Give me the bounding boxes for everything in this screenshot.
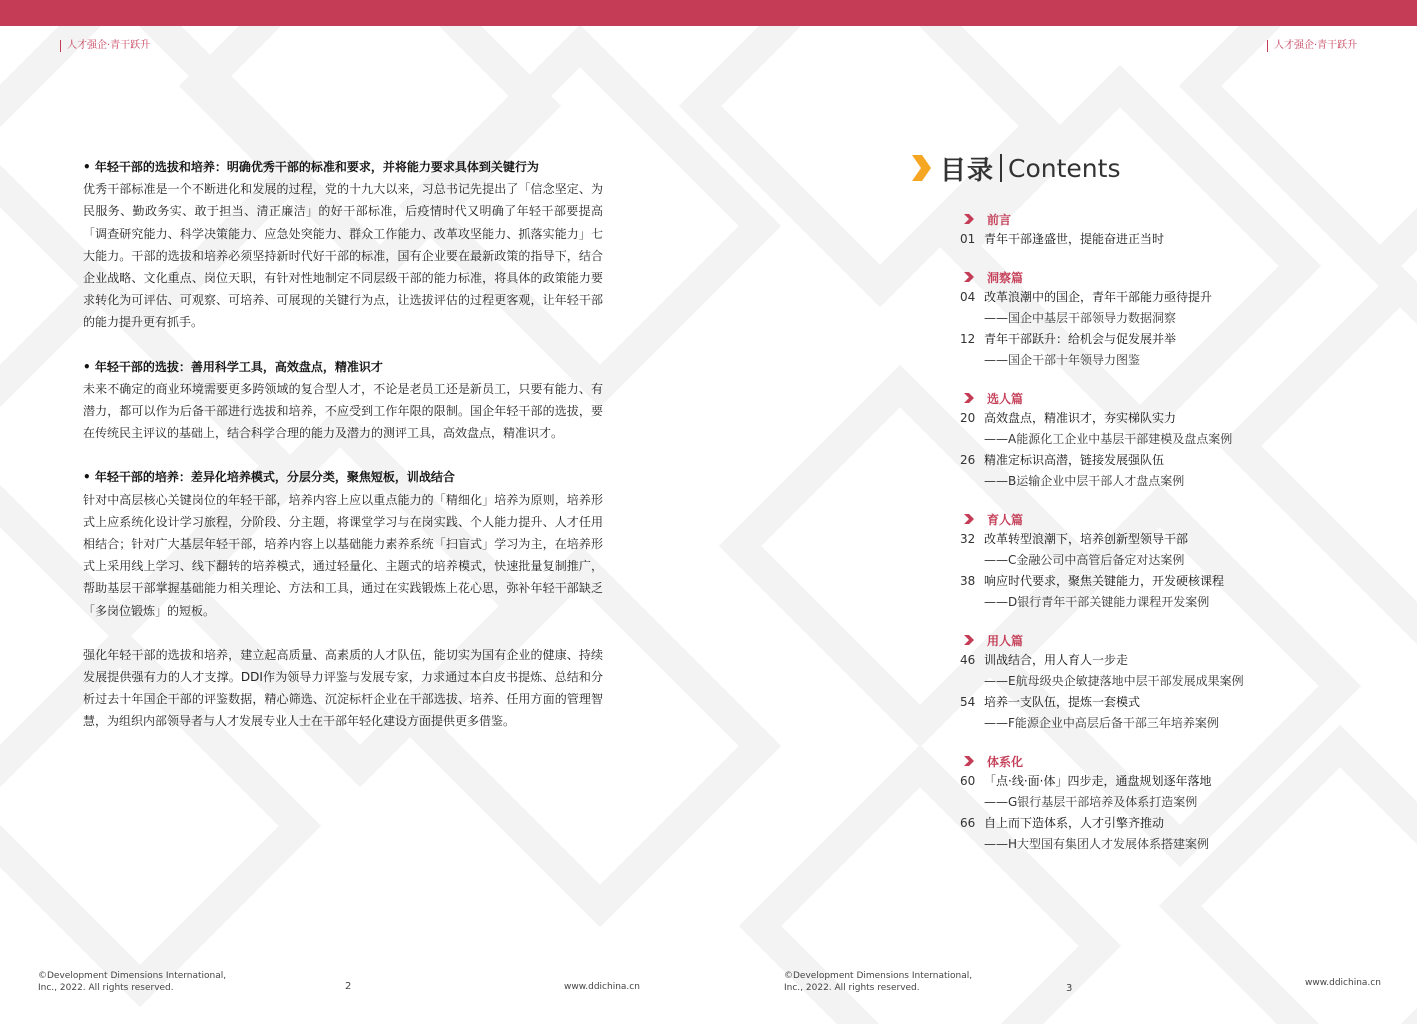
table-of-contents bbox=[960, 209, 1280, 872]
toc-entry[interactable] bbox=[960, 329, 1280, 350]
section-heading: • 年轻干部的选拔：善用科学工具，高效盘点，精准识才 bbox=[83, 359, 383, 374]
toc-entry-page: 04 bbox=[960, 290, 976, 304]
toc-entry-subtitle: ——国企中基层干部领导力数据洞察 bbox=[984, 311, 1177, 325]
chevron-logo-icon bbox=[910, 153, 932, 183]
toc-entry-subtitle: ——C金融公司中高管后备定对达案例 bbox=[984, 553, 1185, 567]
toc-section-label: 前言 bbox=[987, 212, 1012, 227]
toc-entry-subtitle: ——F能源企业中高层后备干部三年培养案例 bbox=[984, 716, 1219, 730]
toc-section-header bbox=[963, 509, 1280, 529]
toc-entry-title: 训战结合，用人育人一步走 bbox=[984, 653, 1129, 667]
chevron-right-icon bbox=[963, 271, 975, 283]
section-heading: • 年轻干部的选拔和培养：明确优秀干部的标准和要求，并将能力要求具体到关键行为 bbox=[83, 160, 539, 174]
toc-entry-page: 20 bbox=[960, 411, 976, 425]
toc-entry-title: 改革转型浪潮下，培养创新型领导干部 bbox=[984, 532, 1189, 546]
toc-section-label: 洞察篇 bbox=[987, 270, 1024, 285]
chevron-right-icon bbox=[963, 392, 975, 404]
chevron-right-icon bbox=[963, 213, 975, 225]
toc-section bbox=[960, 509, 1280, 613]
section-paragraph: 针对中高层核心关键岗位的年轻干部，培养内容上应以重点能力的「精细化」培养为原则，培养形式上应系统化设计学习旅程，分阶段、分主题，将课堂学习与在岗实践、个人能力提升、人才任用相结合；针对广大基层年轻干部，培养内容上以基础能力素养系统「扫盲式」学习为主，在培养形式上采用线上学习、线下翻转的培养模式，通过轻量化、主题式的培养模式，快速批量复制推广，帮助基层干部掌握基础能力相关理论、方法和工具，通过在实践锻炼上花心思，弥补年轻干部缺乏「多岗位锻炼」的短板。 bbox=[83, 492, 603, 618]
toc-entry[interactable] bbox=[960, 571, 1280, 592]
toc-entry[interactable] bbox=[960, 813, 1280, 834]
toc-entry-title: 青年干部逢盛世，提能奋进正当时 bbox=[984, 232, 1165, 246]
copyright-line: Inc., 2022. All rights reserved. bbox=[784, 983, 920, 993]
toc-entry-page: 26 bbox=[960, 453, 976, 467]
toc-section bbox=[960, 630, 1280, 734]
page-number-left: 2 bbox=[345, 981, 352, 992]
toc-entry-page: 60 bbox=[960, 774, 976, 788]
page-number-right: 3 bbox=[1066, 983, 1073, 994]
toc-entry-subtitle: ——D银行青年干部关键能力课程开发案例 bbox=[984, 595, 1210, 609]
toc-section-label: 用人篇 bbox=[987, 633, 1024, 648]
footer-url-left[interactable]: www.ddichina.cn bbox=[564, 982, 640, 992]
toc-entry-page: 32 bbox=[960, 532, 976, 546]
header-tagline-right: 人才强企·青干跃升 bbox=[1267, 40, 1357, 52]
section-paragraph: 未来不确定的商业环境需要更多跨领域的复合型人才，不论是老员工还是新员工，只要有能力、有潜力，都可以作为后备干部进行选拔和培养，不应受到工作年限的限制。国企年轻干部的选拔，要在传统民主评议的基础上，结合科学合理的能力及潜力的测评工具，高效盘点，精准识才。 bbox=[83, 381, 603, 441]
toc-entry-subtitle: ——H大型国有集团人才发展体系搭建案例 bbox=[984, 837, 1210, 851]
toc-entry[interactable] bbox=[960, 287, 1280, 308]
toc-entry-title: 「点·线·面·体」四步走，通盘规划逐年落地 bbox=[984, 774, 1212, 788]
chevron-right-icon bbox=[963, 513, 975, 525]
toc-section-header bbox=[963, 630, 1280, 650]
footer-copyright-right bbox=[784, 970, 972, 994]
toc-entry-page: 54 bbox=[960, 695, 976, 709]
toc-section bbox=[960, 388, 1280, 492]
toc-title bbox=[910, 150, 1120, 186]
toc-title-cn: 目录 bbox=[940, 155, 995, 186]
toc-entry[interactable] bbox=[960, 229, 1280, 250]
toc-entry-title: 自上而下造体系，人才引擎齐推动 bbox=[984, 816, 1165, 830]
toc-section bbox=[960, 267, 1280, 371]
closing-paragraph: 强化年轻干部的选拔和培养，建立起高质量、高素质的人才队伍，能切实为国有企业的健康、持续发展提供强有力的人才支撑。DDI作为领导力评鉴与发展专家，力求通过本白皮书提炼、总结和分析过去十年国企干部的评鉴数据，精心筛选、沉淀标杆企业在干部选拔、培养、任用方面的管理智慧，为组织内部领导者与人才发展专业人士在干部年轻化建设方面提供更多借鉴。 bbox=[83, 647, 603, 729]
title-divider bbox=[1000, 154, 1002, 182]
toc-entry[interactable] bbox=[960, 771, 1280, 792]
toc-section-header bbox=[963, 209, 1280, 229]
toc-section-header bbox=[963, 751, 1280, 771]
toc-entry-title: 青年干部跃升：给机会与促发展并举 bbox=[984, 332, 1177, 346]
toc-section bbox=[960, 751, 1280, 855]
toc-section-header bbox=[963, 388, 1280, 408]
top-accent-bar bbox=[0, 0, 1417, 26]
left-page-body bbox=[83, 156, 603, 733]
section-heading: • 年轻干部的培养：差异化培养模式，分层分类，聚焦短板，训战结合 bbox=[83, 470, 455, 485]
toc-entry-subtitle: ——G银行基层干部培养及体系打造案例 bbox=[984, 795, 1198, 809]
toc-entry[interactable] bbox=[960, 692, 1280, 713]
toc-entry[interactable] bbox=[960, 650, 1280, 671]
chevron-right-icon bbox=[963, 634, 975, 646]
toc-entry-title: 精准定标识高潜，链接发展强队伍 bbox=[984, 453, 1165, 467]
copyright-line: ©Development Dimensions International, bbox=[38, 971, 227, 981]
toc-entry-page: 38 bbox=[960, 574, 976, 588]
toc-title-en: Contents bbox=[1008, 153, 1121, 183]
toc-section-label: 育人篇 bbox=[987, 512, 1024, 527]
chevron-right-icon bbox=[963, 755, 975, 767]
toc-entry-subtitle: ——国企干部十年领导力图鉴 bbox=[984, 353, 1141, 367]
footer-copyright-left bbox=[38, 970, 226, 994]
footer-url-right[interactable]: www.ddichina.cn bbox=[1305, 978, 1381, 988]
toc-entry-title: 响应时代要求，聚焦关键能力，开发硬核课程 bbox=[984, 574, 1225, 588]
toc-entry[interactable] bbox=[960, 450, 1280, 471]
copyright-line: Inc., 2022. All rights reserved. bbox=[38, 983, 174, 993]
toc-section bbox=[960, 209, 1280, 250]
copyright-line: ©Development Dimensions International, bbox=[784, 971, 973, 981]
toc-entry-subtitle: ——B运输企业中层干部人才盘点案例 bbox=[984, 474, 1185, 488]
toc-entry-page: 46 bbox=[960, 653, 976, 667]
toc-entry-subtitle: ——E航母级央企敏捷落地中层干部发展成果案例 bbox=[984, 674, 1244, 688]
toc-entry-page: 66 bbox=[960, 816, 976, 830]
toc-entry[interactable] bbox=[960, 408, 1280, 429]
toc-entry-title: 高效盘点，精准识才，夯实梯队实力 bbox=[984, 411, 1177, 425]
toc-entry-page: 12 bbox=[960, 332, 976, 346]
toc-entry-title: 培养一支队伍，提炼一套模式 bbox=[984, 695, 1141, 709]
header-tagline-left: 人才强企·青干跃升 bbox=[60, 40, 150, 52]
section-paragraph: 优秀干部标准是一个不断进化和发展的过程，党的十九大以来，习总书记先提出了「信念坚定、为民服务、勤政务实、敢于担当、清正廉洁」的好干部标准，后疫情时代又明确了年轻干部要提高「调查研究能力、科学决策能力、应急处突能力、群众工作能力、改革攻坚能力、抓落实能力」七大能力。干部的选拔和培养必须坚持新时代好干部的标准，国有企业要在最新政策的指导下，结合企业战略、文化重点、岗位天职，有针对性地制定不同层级干部的能力标准，将具体的政策能力要求转化为可评估、可观察、可培养、可展现的关键行为点，让选拔评估的过程更客观，让年轻干部的能力提升更有抓手。 bbox=[83, 182, 603, 330]
toc-section-header bbox=[963, 267, 1280, 287]
toc-section-label: 体系化 bbox=[987, 754, 1024, 769]
toc-section-label: 选人篇 bbox=[987, 391, 1024, 406]
toc-entry-page: 01 bbox=[960, 232, 976, 246]
toc-entry-title: 改革浪潮中的国企，青年干部能力亟待提升 bbox=[984, 290, 1213, 304]
toc-entry-subtitle: ——A能源化工企业中基层干部建模及盘点案例 bbox=[984, 432, 1233, 446]
toc-entry[interactable] bbox=[960, 529, 1280, 550]
